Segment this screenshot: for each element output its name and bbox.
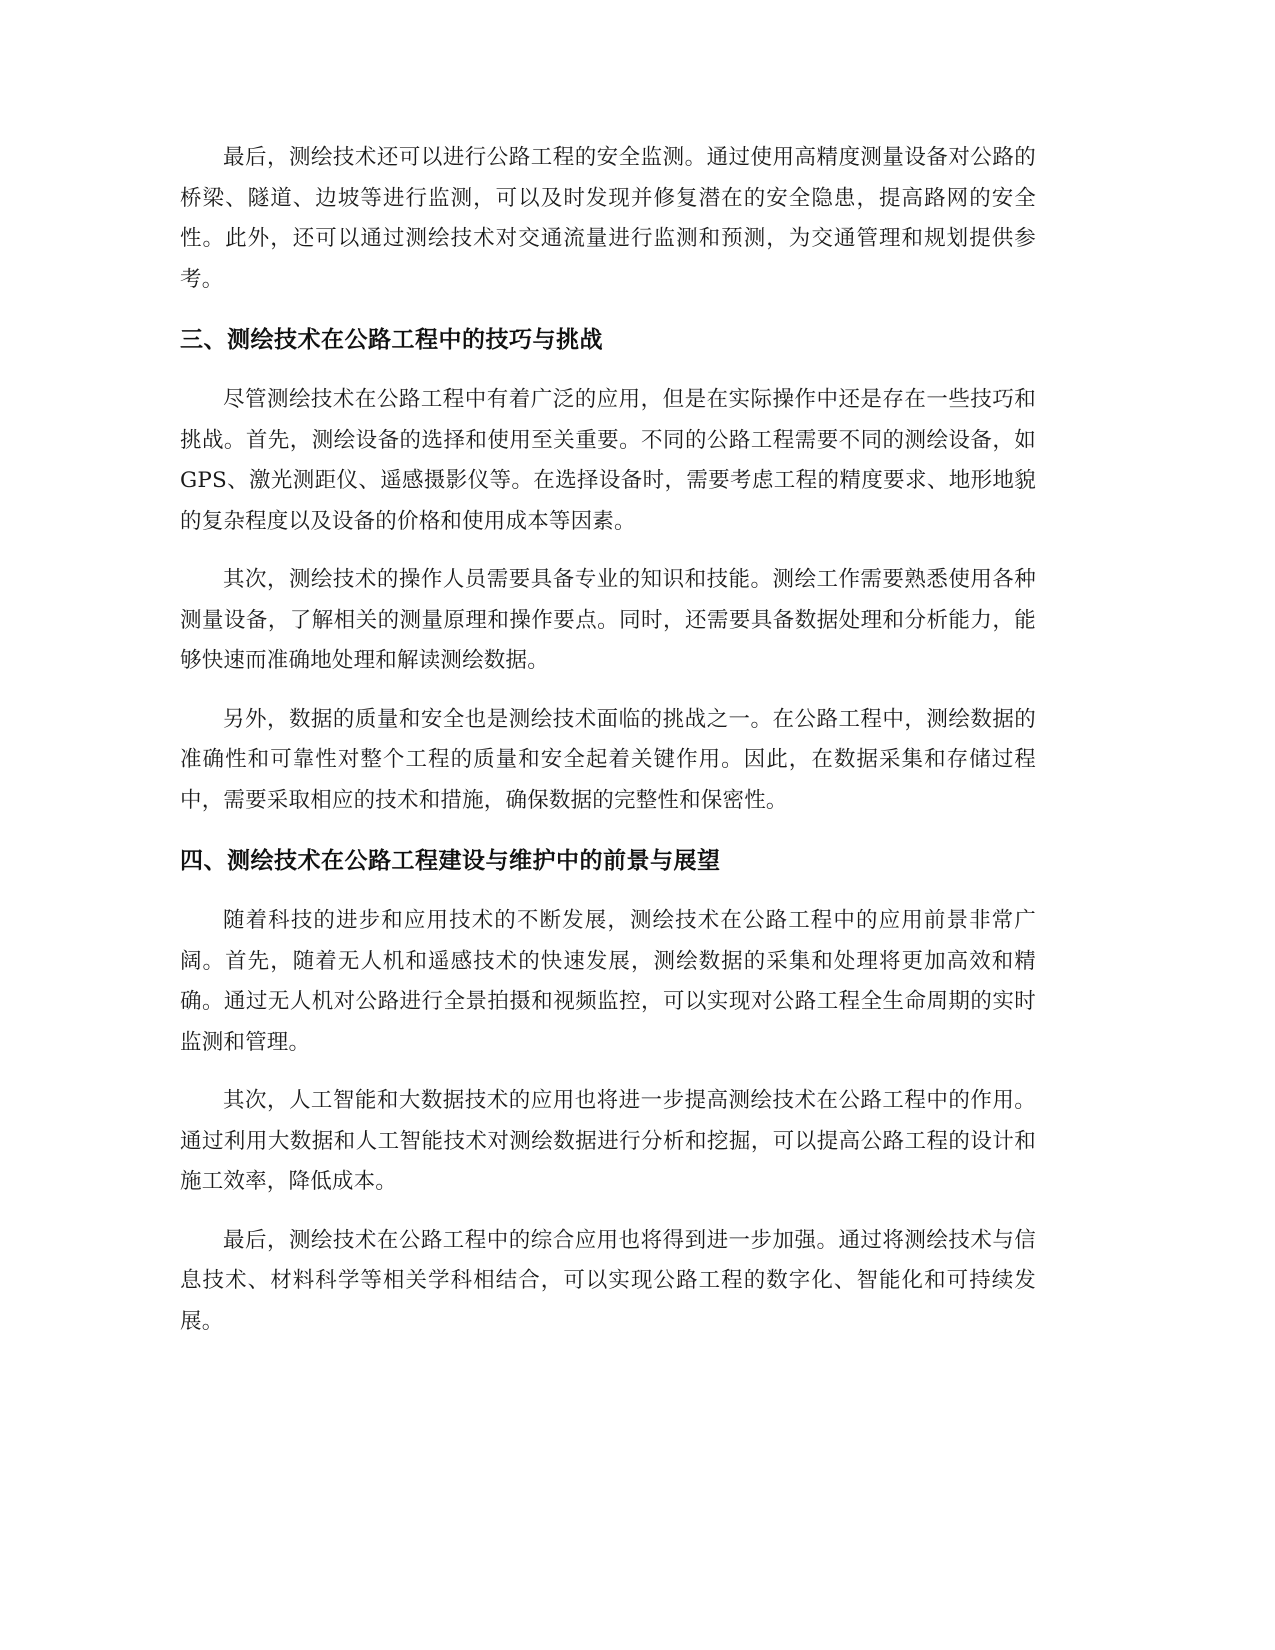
paragraph-integrated-application: 最后，测绘技术在公路工程中的综合应用也将得到进一步加强。通过将测绘技术与信息技术、材料科学等相关学科相结合，可以实现公路工程的数字化、智能化和可持续发展。 (180, 1227, 1036, 1334)
paragraph-operator-skills: 其次，测绘技术的操作人员需要具备专业的知识和技能。测绘工作需要熟悉使用各种测量设备，了解相关的测量原理和操作要点。同时，还需要具备数据处理和分析能力，能够快速而准确地处理和解读测绘数据。 (180, 567, 1036, 673)
section-heading-4: 四、测绘技术在公路工程建设与维护中的前景与展望 (180, 848, 721, 874)
paragraph-drone-remote-sensing: 随着科技的进步和应用技术的不断发展，测绘技术在公路工程中的应用前景非常广阔。首先，随着无人机和遥感技术的快速发展，测绘数据的采集和处理将更加高效和精确。通过无人机对公路进行全景拍摄和视频监控，可以实现对公路工程全生命周期的实时监测和管理。 (180, 908, 1036, 1055)
document-body (180, 138, 1036, 1342)
paragraph-equipment-selection: 尽管测绘技术在公路工程中有着广泛的应用，但是在实际操作中还是存在一些技巧和挑战。首先，测绘设备的选择和使用至关重要。不同的公路工程需要不同的测绘设备，如 GPS、激光测距仪、遥感摄影仪等。在选择设备时，需要考虑工程的精度要求、地形地貌的复杂程度以及设备的价格和使用成本等因素。 (180, 387, 1036, 534)
section-heading-3: 三、测绘技术在公路工程中的技巧与挑战 (180, 327, 603, 353)
paragraph-ai-big-data: 其次，人工智能和大数据技术的应用也将进一步提高测绘技术在公路工程中的作用。通过利用大数据和人工智能技术对测绘数据进行分析和挖掘，可以提高公路工程的设计和施工效率，降低成本。 (180, 1088, 1036, 1194)
paragraph-safety-monitoring: 最后，测绘技术还可以进行公路工程的安全监测。通过使用高精度测量设备对公路的桥梁、隧道、边坡等进行监测，可以及时发现并修复潜在的安全隐患，提高路网的安全性。此外，还可以通过测绘技术对交通流量进行监测和预测，为交通管理和规划提供参考。 (180, 145, 1036, 292)
paragraph-data-quality: 另外，数据的质量和安全也是测绘技术面临的挑战之一。在公路工程中，测绘数据的准确性和可靠性对整个工程的质量和安全起着关键作用。因此，在数据采集和存储过程中，需要采取相应的技术和措施，确保数据的完整性和保密性。 (180, 706, 1036, 813)
